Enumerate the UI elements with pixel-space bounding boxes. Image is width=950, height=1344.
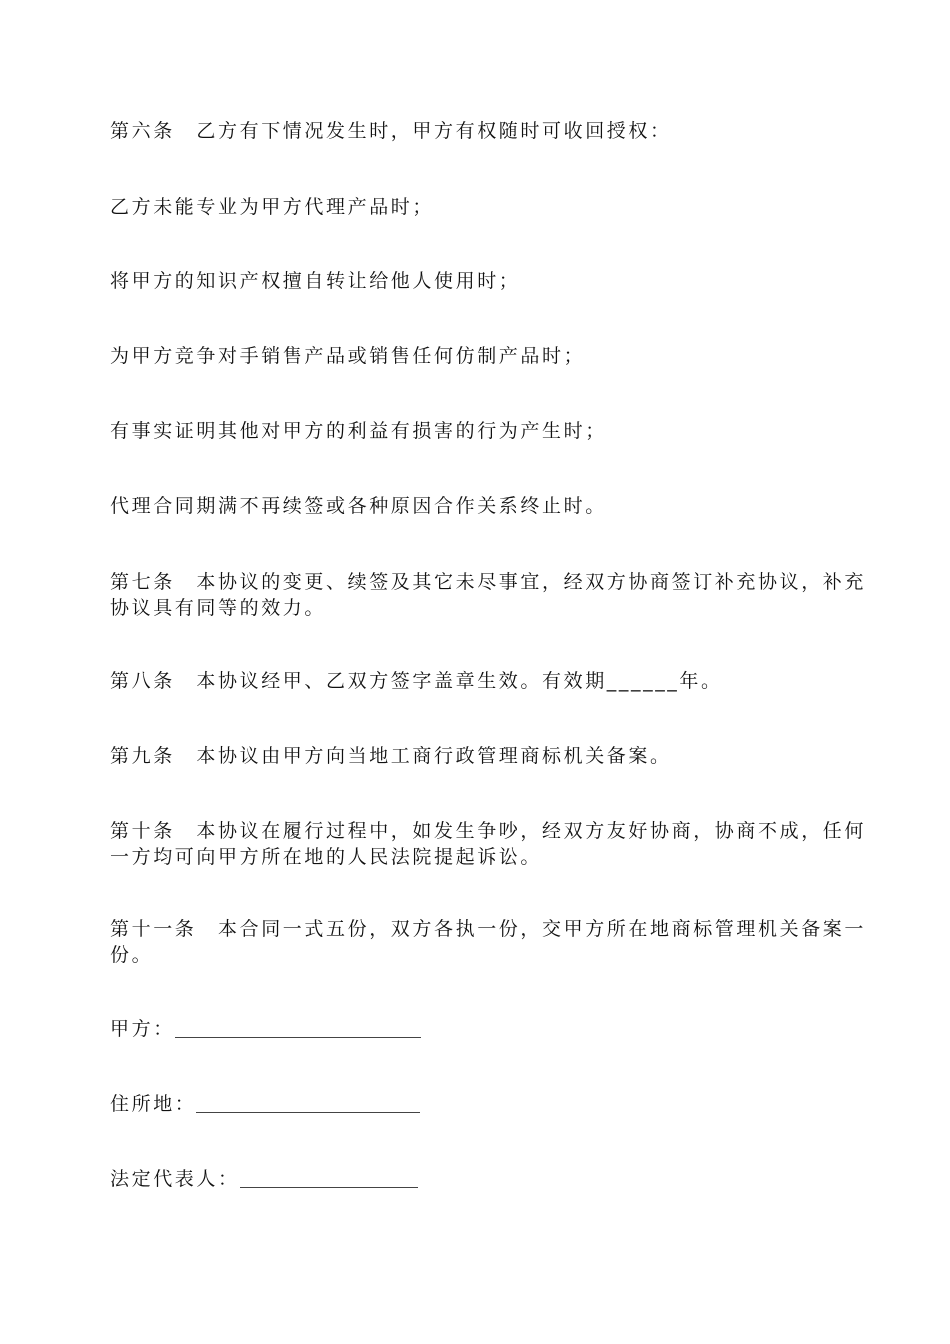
clause-item-4: 有事实证明其他对甲方的利益有损害的行为产生时； <box>110 420 607 442</box>
article-10-paragraph: 第十条 本协议在履行过程中，如发生争吵，经双方友好协商，协商不成，任何一方均可向甲方所在地的人民法院提起诉讼。 <box>110 820 867 868</box>
party-a-label: 甲方： <box>110 1018 175 1040</box>
legal-rep-label: 法定代表人： <box>110 1168 240 1190</box>
legal-rep-field[interactable] <box>110 1166 870 1192</box>
address-label: 住所地： <box>110 1093 197 1115</box>
article-6-paragraph: 第六条 乙方有下情况发生时，甲方有权随时可收回授权： <box>110 120 672 142</box>
party-a-blank-line[interactable] <box>175 1019 421 1038</box>
article-7-paragraph: 第七条 本协议的变更、续签及其它未尽事宜，经双方协商签订补充协议，补充协议具有同等的效力。 <box>110 571 867 619</box>
clause-item-5: 代理合同期满不再续签或各种原因合作关系终止时。 <box>110 495 607 517</box>
clause-item-3: 为甲方竞争对手销售产品或销售任何仿制产品时； <box>110 345 586 367</box>
address-field[interactable] <box>110 1091 870 1117</box>
article-9-paragraph: 第九条 本协议由甲方向当地工商行政管理商标机关备案。 <box>110 745 672 767</box>
legal-rep-blank-line[interactable] <box>240 1169 418 1188</box>
clause-item-1: 乙方未能专业为甲方代理产品时； <box>110 196 435 218</box>
clause-item-2: 将甲方的知识产权擅自转让给他人使用时； <box>110 270 521 292</box>
article-8-paragraph: 第八条 本协议经甲、乙双方签字盖章生效。有效期______年。 <box>110 670 723 692</box>
article-11-paragraph: 第十一条 本合同一式五份，双方各执一份，交甲方所在地商标管理机关备案一份。 <box>110 918 867 966</box>
party-a-field[interactable] <box>110 1016 870 1042</box>
address-blank-line[interactable] <box>196 1094 420 1113</box>
